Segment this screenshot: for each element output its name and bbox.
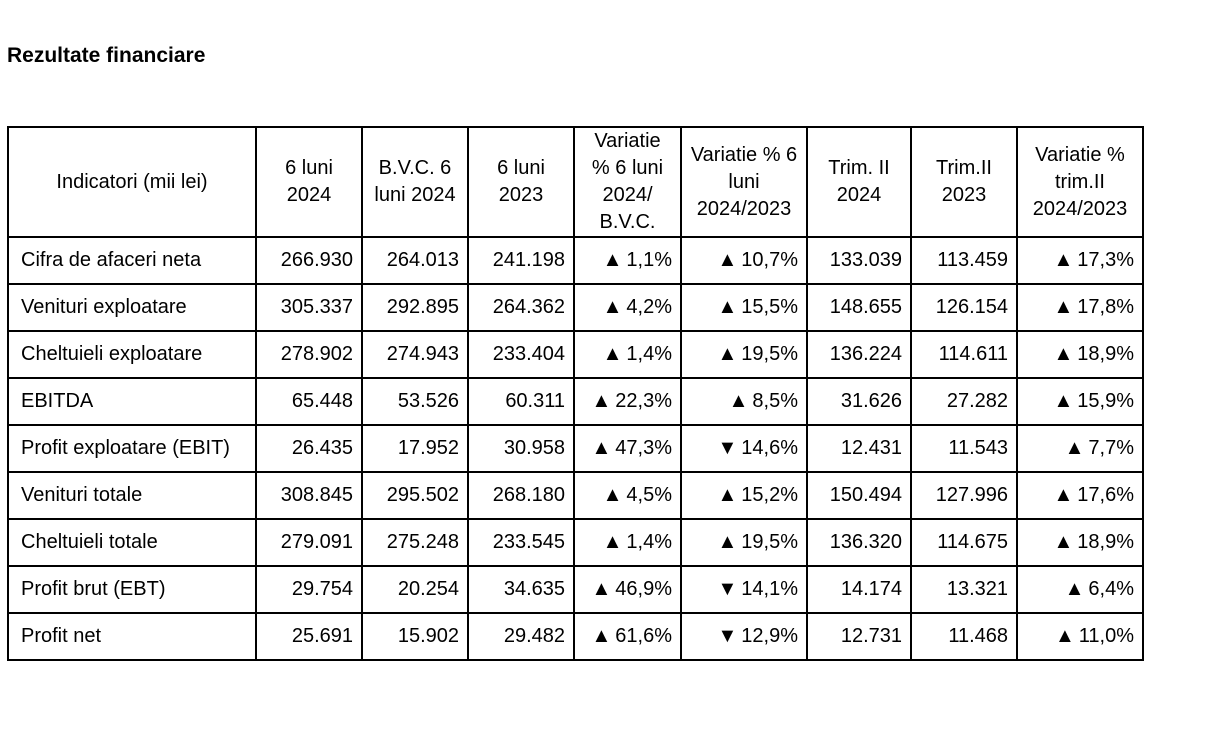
- variatie-trim-ii-cell: [1017, 378, 1143, 425]
- indicator-name-cell: Cheltuieli totale: [8, 519, 256, 566]
- value-6-luni-2024-cell: 279.091: [256, 519, 362, 566]
- variatie-6-luni-cell: [681, 237, 807, 284]
- value-trim-ii-2023-cell: 114.675: [911, 519, 1017, 566]
- up-arrow-icon: ▲: [728, 390, 749, 412]
- variatie-6-luni-cell: [681, 613, 807, 660]
- up-arrow-icon: ▲: [717, 484, 738, 506]
- variatie-bvc-cell: [574, 331, 681, 378]
- value-6-luni-2024-cell: 25.691: [256, 613, 362, 660]
- variation-value: 1,4%: [626, 531, 672, 553]
- variation-value: 18,9%: [1077, 343, 1134, 365]
- up-arrow-icon: ▲: [591, 578, 612, 600]
- value-bvc-6-luni-2024-cell: 264.013: [362, 237, 468, 284]
- variation-value: 4,5%: [626, 484, 672, 506]
- header-trim-ii-2023: Trim.II 2023: [911, 127, 1017, 237]
- variatie-trim-ii-cell: [1017, 237, 1143, 284]
- variation-value: 22,3%: [615, 390, 672, 412]
- variatie-bvc-cell: [574, 566, 681, 613]
- up-arrow-icon: ▲: [717, 249, 738, 271]
- up-arrow-icon: ▲: [717, 531, 738, 553]
- value-trim-ii-2024-cell: 133.039: [807, 237, 911, 284]
- value-trim-ii-2023-cell: 11.468: [911, 613, 1017, 660]
- variatie-trim-ii-cell: [1017, 331, 1143, 378]
- indicator-name-cell: Venituri exploatare: [8, 284, 256, 331]
- value-bvc-6-luni-2024-cell: 15.902: [362, 613, 468, 660]
- value-6-luni-2024-cell: 26.435: [256, 425, 362, 472]
- table-header-row: [8, 127, 1143, 237]
- variatie-bvc-cell: [574, 519, 681, 566]
- variatie-bvc-cell: [574, 378, 681, 425]
- header-bvc-6-luni-2024: B.V.C. 6 luni 2024: [362, 127, 468, 237]
- variation-value: 61,6%: [615, 625, 672, 647]
- variation-value: 19,5%: [741, 531, 798, 553]
- down-arrow-icon: ▼: [717, 578, 738, 600]
- up-arrow-icon: ▲: [591, 437, 612, 459]
- variation-value: 14,6%: [741, 437, 798, 459]
- up-arrow-icon: ▲: [1064, 578, 1085, 600]
- table-row: [8, 425, 1143, 472]
- variation-value: 17,8%: [1077, 296, 1134, 318]
- table-row: [8, 237, 1143, 284]
- variation-value: 18,9%: [1077, 531, 1134, 553]
- value-6-luni-2024-cell: 308.845: [256, 472, 362, 519]
- value-trim-ii-2023-cell: 13.321: [911, 566, 1017, 613]
- up-arrow-icon: ▲: [1053, 343, 1074, 365]
- variatie-bvc-cell: [574, 237, 681, 284]
- indicator-name-cell: Cheltuieli exploatare: [8, 331, 256, 378]
- value-trim-ii-2024-cell: 12.731: [807, 613, 911, 660]
- up-arrow-icon: ▲: [602, 531, 623, 553]
- value-trim-ii-2023-cell: 114.611: [911, 331, 1017, 378]
- up-arrow-icon: ▲: [591, 625, 612, 647]
- value-trim-ii-2024-cell: 31.626: [807, 378, 911, 425]
- value-bvc-6-luni-2024-cell: 292.895: [362, 284, 468, 331]
- variatie-trim-ii-cell: [1017, 519, 1143, 566]
- value-6-luni-2024-cell: 29.754: [256, 566, 362, 613]
- value-bvc-6-luni-2024-cell: 275.248: [362, 519, 468, 566]
- value-6-luni-2023-cell: 60.311: [468, 378, 574, 425]
- variatie-trim-ii-cell: [1017, 472, 1143, 519]
- value-6-luni-2024-cell: 266.930: [256, 237, 362, 284]
- value-bvc-6-luni-2024-cell: 295.502: [362, 472, 468, 519]
- value-trim-ii-2023-cell: 27.282: [911, 378, 1017, 425]
- header-6-luni-2024: 6 luni 2024: [256, 127, 362, 237]
- variation-value: 8,5%: [752, 390, 798, 412]
- variation-value: 6,4%: [1088, 578, 1134, 600]
- up-arrow-icon: ▲: [602, 484, 623, 506]
- table-row: [8, 566, 1143, 613]
- up-arrow-icon: ▲: [602, 296, 623, 318]
- value-trim-ii-2023-cell: 113.459: [911, 237, 1017, 284]
- variation-value: 4,2%: [626, 296, 672, 318]
- indicator-name-cell: EBITDA: [8, 378, 256, 425]
- indicator-name-cell: Cifra de afaceri neta: [8, 237, 256, 284]
- up-arrow-icon: ▲: [1053, 249, 1074, 271]
- up-arrow-icon: ▲: [1053, 484, 1074, 506]
- table-row: [8, 378, 1143, 425]
- variation-value: 10,7%: [741, 249, 798, 271]
- variation-value: 1,1%: [626, 249, 672, 271]
- value-6-luni-2024-cell: 278.902: [256, 331, 362, 378]
- value-6-luni-2023-cell: 233.545: [468, 519, 574, 566]
- value-6-luni-2023-cell: 34.635: [468, 566, 574, 613]
- value-6-luni-2023-cell: 268.180: [468, 472, 574, 519]
- variation-value: 1,4%: [626, 343, 672, 365]
- value-trim-ii-2024-cell: 136.224: [807, 331, 911, 378]
- variation-value: 46,9%: [615, 578, 672, 600]
- up-arrow-icon: ▲: [602, 249, 623, 271]
- value-6-luni-2024-cell: 65.448: [256, 378, 362, 425]
- value-bvc-6-luni-2024-cell: 17.952: [362, 425, 468, 472]
- variatie-trim-ii-cell: [1017, 566, 1143, 613]
- variatie-trim-ii-cell: [1017, 613, 1143, 660]
- variatie-6-luni-cell: [681, 331, 807, 378]
- up-arrow-icon: ▲: [1053, 296, 1074, 318]
- up-arrow-icon: ▲: [717, 296, 738, 318]
- value-6-luni-2023-cell: 29.482: [468, 613, 574, 660]
- value-trim-ii-2023-cell: 126.154: [911, 284, 1017, 331]
- table-row: [8, 284, 1143, 331]
- variatie-6-luni-cell: [681, 378, 807, 425]
- header-variatie-bvc: Variatie % 6 luni 2024/ B.V.C.: [574, 127, 681, 237]
- value-trim-ii-2023-cell: 127.996: [911, 472, 1017, 519]
- value-6-luni-2023-cell: 264.362: [468, 284, 574, 331]
- value-6-luni-2023-cell: 30.958: [468, 425, 574, 472]
- variation-value: 11,0%: [1078, 625, 1134, 647]
- up-arrow-icon: ▲: [1053, 390, 1074, 412]
- variatie-6-luni-cell: [681, 284, 807, 331]
- variatie-bvc-cell: [574, 284, 681, 331]
- variation-value: 17,6%: [1077, 484, 1134, 506]
- value-trim-ii-2024-cell: 14.174: [807, 566, 911, 613]
- variatie-bvc-cell: [574, 425, 681, 472]
- variatie-trim-ii-cell: [1017, 284, 1143, 331]
- value-6-luni-2023-cell: 233.404: [468, 331, 574, 378]
- financial-results-table: [7, 126, 1144, 661]
- indicator-name-cell: Profit brut (EBT): [8, 566, 256, 613]
- value-bvc-6-luni-2024-cell: 53.526: [362, 378, 468, 425]
- header-trim-ii-2024: Trim. II 2024: [807, 127, 911, 237]
- up-arrow-icon: ▲: [1054, 625, 1075, 647]
- value-bvc-6-luni-2024-cell: 274.943: [362, 331, 468, 378]
- value-bvc-6-luni-2024-cell: 20.254: [362, 566, 468, 613]
- up-arrow-icon: ▲: [602, 343, 623, 365]
- value-trim-ii-2024-cell: 136.320: [807, 519, 911, 566]
- variation-value: 15,2%: [741, 484, 798, 506]
- value-6-luni-2024-cell: 305.337: [256, 284, 362, 331]
- page-title: Rezultate financiare: [7, 44, 206, 67]
- down-arrow-icon: ▼: [717, 625, 738, 647]
- value-trim-ii-2024-cell: 150.494: [807, 472, 911, 519]
- variation-value: 19,5%: [741, 343, 798, 365]
- up-arrow-icon: ▲: [591, 390, 612, 412]
- variatie-6-luni-cell: [681, 472, 807, 519]
- variation-value: 15,5%: [741, 296, 798, 318]
- table-row: [8, 472, 1143, 519]
- variation-value: 15,9%: [1077, 390, 1134, 412]
- header-variatie-trim-ii: Variatie % trim.II 2024/2023: [1017, 127, 1143, 237]
- variatie-bvc-cell: [574, 472, 681, 519]
- indicator-name-cell: Profit net: [8, 613, 256, 660]
- variation-value: 14,1%: [741, 578, 798, 600]
- up-arrow-icon: ▲: [717, 343, 738, 365]
- indicator-name-cell: Venituri totale: [8, 472, 256, 519]
- down-arrow-icon: ▼: [717, 437, 738, 459]
- value-trim-ii-2023-cell: 11.543: [911, 425, 1017, 472]
- table-row: [8, 331, 1143, 378]
- indicator-name-cell: Profit exploatare (EBIT): [8, 425, 256, 472]
- header-indicatori: Indicatori (mii lei): [8, 127, 256, 237]
- table-row: [8, 519, 1143, 566]
- variatie-bvc-cell: [574, 613, 681, 660]
- variatie-trim-ii-cell: [1017, 425, 1143, 472]
- variatie-6-luni-cell: [681, 425, 807, 472]
- variation-value: 12,9%: [741, 625, 798, 647]
- header-6-luni-2023: 6 luni 2023: [468, 127, 574, 237]
- variatie-6-luni-cell: [681, 566, 807, 613]
- value-trim-ii-2024-cell: 12.431: [807, 425, 911, 472]
- variatie-6-luni-cell: [681, 519, 807, 566]
- table-row: [8, 613, 1143, 660]
- header-variatie-6-luni: Variatie % 6 luni 2024/2023: [681, 127, 807, 237]
- variation-value: 17,3%: [1077, 249, 1134, 271]
- value-trim-ii-2024-cell: 148.655: [807, 284, 911, 331]
- up-arrow-icon: ▲: [1064, 437, 1085, 459]
- variation-value: 47,3%: [615, 437, 672, 459]
- variation-value: 7,7%: [1088, 437, 1134, 459]
- up-arrow-icon: ▲: [1053, 531, 1074, 553]
- value-6-luni-2023-cell: 241.198: [468, 237, 574, 284]
